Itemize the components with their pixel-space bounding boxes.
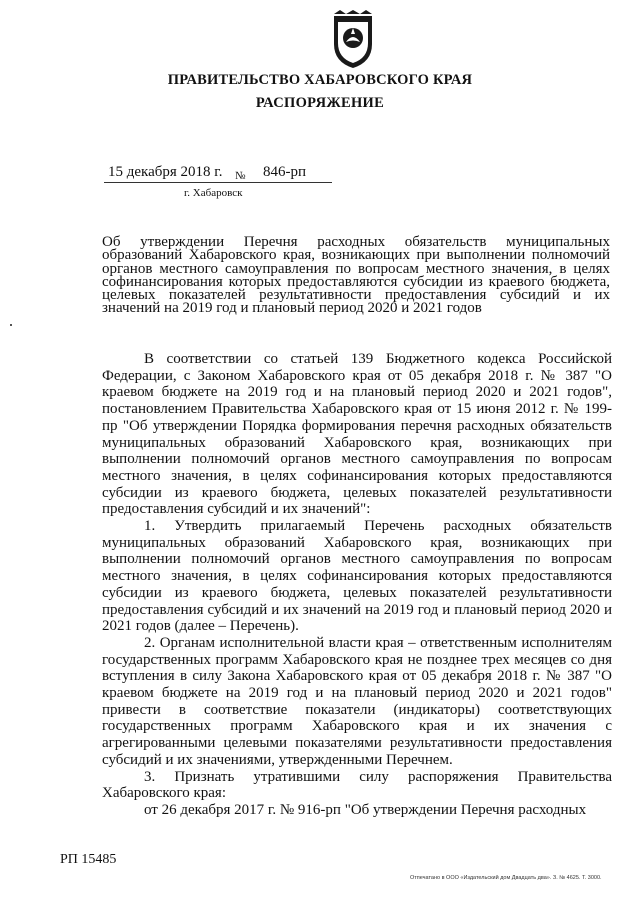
- document-date: 15 декабря 2018 г.: [108, 164, 223, 180]
- body-paragraph: 2. Органам исполнительной власти края – ответственным исполнителям государственных программ Хабаровского края не позднее трех месяцев со дня вступления в силу Закона Хабаровского края от 05 декабря 2018 г. № 387 "О краевом бюджете на 2019 год и на плановый период 2020 и 2021 годов" привести в соответствие показатели (индикаторы) соответствующих государственных программ Хабаровского края и их значения с агрегированными целевыми показателями результативности предоставления субсидий и их значениями, утвержденными Перечнем.: [102, 634, 612, 768]
- government-title: ПРАВИТЕЛЬСТВО ХАБАРОВСКОГО КРАЯ: [167, 72, 473, 88]
- document-city: г. Хабаровск: [184, 187, 243, 199]
- document-subject: Об утверждении Перечня расходных обязательств муниципальных образований Хабаровского края, возникающих при выполнении полномочий органов местного самоуправления по вопросам местного значения, в целях софинансирования которых предоставляются субсидии из краевого бюджета, целевых показателей результативности предоставления субсидий и их значений на 2019 год и плановый период 2020 и 2021 годов: [102, 234, 610, 317]
- registration-code: РП 15485: [60, 852, 117, 867]
- body-paragraph: от 26 декабря 2017 г. № 916-рп "Об утверждении Перечня расходных: [144, 801, 587, 818]
- body-paragraph: 3. Признать утратившими силу распоряжения Правительства Хабаровского края:: [102, 768, 612, 802]
- margin-mark: [10, 324, 12, 326]
- printer-imprint: Отпечатано в ООО «Издательский дом Двадцать два». З. № 4625. Т. 3000.: [410, 875, 602, 881]
- document-number: 846-рп: [263, 164, 307, 180]
- number-label: №: [235, 170, 246, 182]
- document-type-title: РАСПОРЯЖЕНИЕ: [255, 95, 385, 111]
- body-paragraph: 1. Утвердить прилагаемый Перечень расходных обязательств муниципальных образований Хабаровского края, возникающих при выполнении полномочий органов местного самоуправления по вопросам местного значения, в целях софинансирования которых предоставляются субсидии из краевого бюджета, целевых показателей результативности предоставления субсидий и их значений на 2019 год и плановый период 2020 и 2021 годов (далее – Перечень).: [102, 518, 612, 635]
- coat-of-arms-icon: [328, 10, 378, 70]
- document-body: [102, 351, 612, 819]
- date-underline: [104, 182, 332, 183]
- body-paragraph: В соответствии со статьей 139 Бюджетного кодекса Российской Федерации, с Законом Хабаровского края от 05 декабря 2018 г. № 387 "О краевом бюджете на 2019 год и на плановый период 2020 и 2021 годов", постановлением Правительства Хабаровского края от 15 июня 2012 г. № 199-пр "Об утверждении Порядка формирования перечня расходных обязательств муниципальных образований Хабаровского края, возникающих при выполнении полномочий органов местного самоуправления по вопросам местного значения, в целях софинансирования которых предоставляются субсидии из краевого бюджета, целевых показателей результативности предоставления субсидий и их значений":: [102, 351, 612, 518]
